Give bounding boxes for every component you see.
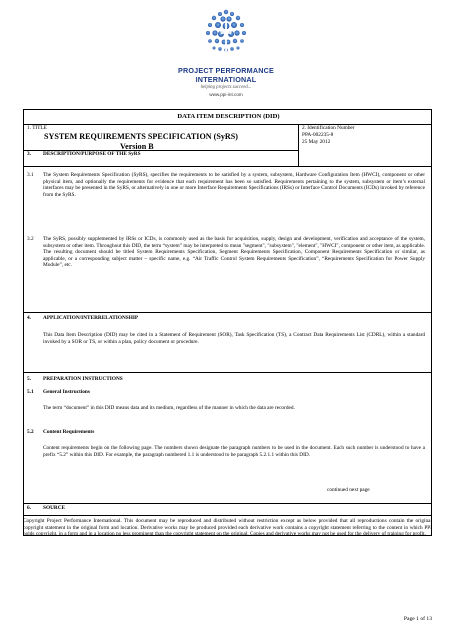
globe-logo-icon [198,6,254,66]
doc-title: SYSTEM REQUIREMENTS SPECIFICATION (SyRS) [44,132,238,141]
section-4-heading: APPLICATION/INTERRELATIONSHIP [43,315,139,321]
divider [24,312,431,313]
title-label: 1. TITLE [27,125,47,131]
para-3-2-number: 3.2 [27,236,34,242]
section-6-number: 6. [27,505,31,511]
did-heading: DATA ITEM DESCRIPTION (DID) [177,113,280,120]
did-form [23,109,432,536]
id-number: PPA-002235-8 [302,132,334,138]
section-5-2-heading: Content Requirements [43,429,95,435]
section-6-text: Copyright Project Performance International. This document may be reproduced and distributed without restriction except as below provided that all reproductions contain the original copyright statement in the original form and location. Derivative works may be produced provided each derivative work contains a copyright statement referring to the content in which PPI holds copyright, in a form and in a location no less prominent than the copyright statement on the original. Copies and derivative works may not be used for the delivery of training for profit. [23,518,432,538]
org-name-line2: INTERNATIONAL [195,75,257,84]
website-url: www.ppi-int.com [209,92,243,97]
section-4-number: 4. [27,315,31,321]
id-label: 2. Identification Number [302,125,355,131]
continued-note: continued next page [327,487,370,493]
tagline: helping projects succeed... [200,85,252,90]
doc-version: Version B [120,142,154,151]
para-3-1: The System Requirements Specification (SyRS), specifies the requirements to be satisfied by a system, subsystem, Hardware Configuration Item (HWCI), component or other physical item, and optionally the requirements for evidence that each requirement has been so satisfied. Requirements pertaining to the system, subsystem or item’s external interfaces may be presented in the SyRS, or alternatively in one or more Interface Requirements Specifications (IRSs) or Interface Control Documents (ICDs) invoked by reference from the SyRS. [43,172,425,198]
section-5-2-number: 5.2 [27,429,34,435]
page-number: Page 1 of 13 [403,616,432,622]
divider [24,124,431,125]
section-5-1-heading: General Instructions [43,389,90,395]
section-5-1-number: 5.1 [27,389,34,395]
para-3-1-number: 3.1 [27,172,34,178]
section-4-text: This Data Item Description (DID) may be cited in a Statement of Requirement (SOR), Task Specification (TS), a Contract Data Requirements List (CDRL), within a standard invoked by a SOR or TS, or within a plan, policy document or procedure. [43,332,425,345]
doc-date: 25 May 2012 [302,139,331,145]
section-3-heading: DESCRIPTION/PURPOSE OF THE SyRS [43,151,141,157]
section-5-2-text: Content requirements begin on the following page. The numbers shown designate the paragraph numbers to be used in the document. Each such number is understood to have a prefix “5.2” within this DID. For example, the paragraph numbered 1.1 is understood to be paragraph 5.2.1.1 within this DID. [43,445,425,458]
section-5-1-text: The term “document” in this DID means data and its medium, regardless of the manner in which the data are recorded. [43,405,295,411]
section-6-heading: SOURCE [43,505,66,511]
divider [24,166,431,167]
divider [24,515,431,516]
ppi-logo [0,0,452,104]
divider [24,503,431,504]
section-3-number: 3. [27,151,31,157]
divider [24,372,431,373]
org-name-line1: PROJECT PERFORMANCE [177,66,275,75]
para-3-2: The SyRS, possibly supplemented by IRSs or ICDs, is commonly used as the basis for acquisition, supply, design and development, verification and acceptance of the system, subsystem or other item. Throughout this DID, the term “system” may be interpreted to mean "segment", "subsystem", "element", "HWCI", component or other item, as applicable. The resulting document should be titled System Requirements Specification, Segment Requirements Specification, Component Requirements Specification or similar, as applicable, or a corresponding subject matter – specific name, e.g. “Air Traffic Control System Requirements Specification”, “Requirements Specification for Power Supply Module”, etc. [43,236,425,269]
divider [298,124,299,166]
section-5-number: 5. [27,376,31,382]
section-5-heading: PREPARATION INSTRUCTIONS [43,376,123,382]
